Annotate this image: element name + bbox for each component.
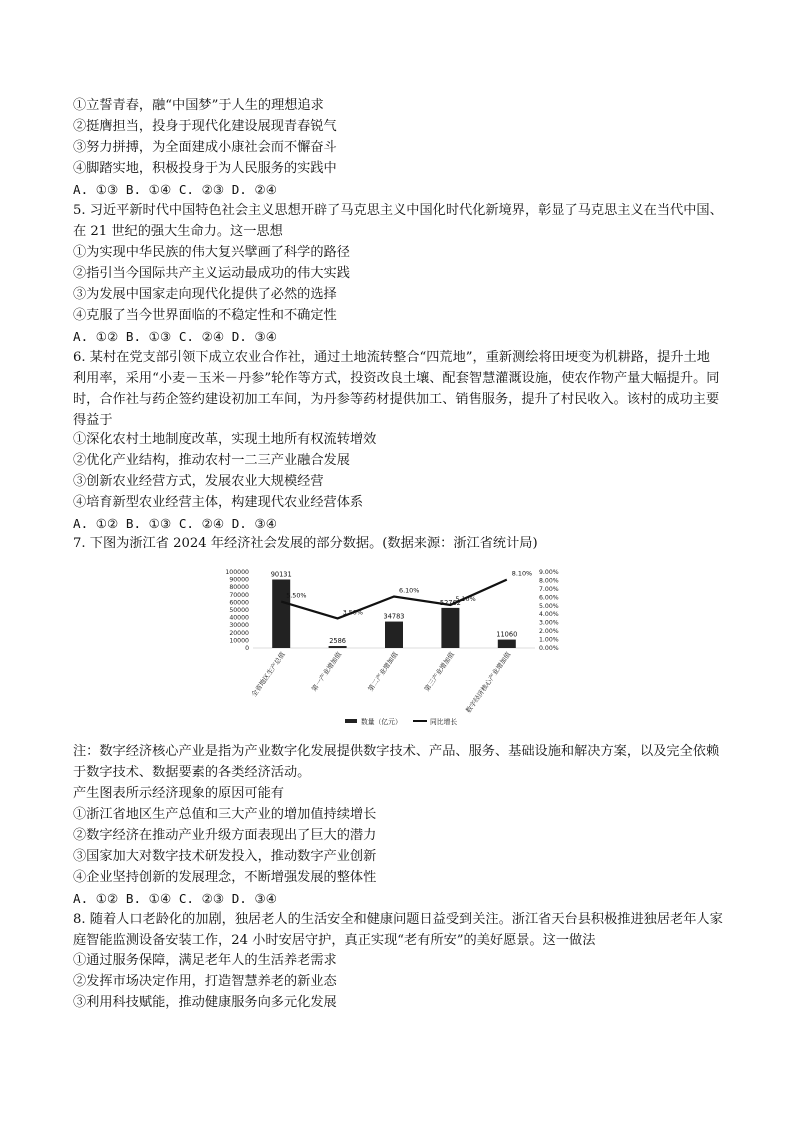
line-value-label: 3.50% [342, 608, 363, 617]
q8-stem: 8. 随着人口老龄化的加剧，独居老人的生活安全和健康问题日益受到关注。浙江省天台县积极推进独居老年人家庭智能监测设备安装工作，24 小时安居守护，真正实现“老有所安”的美好愿景。这一做法 [73, 912, 723, 948]
q7-option-1: ①浙江省地区生产总值和三大产业的增加值持续增长 [73, 807, 377, 822]
y-left-tick-label: 60000 [229, 599, 249, 607]
q5-option-2: ②指引当今国际共产主义运动最成功的伟大实践 [73, 266, 350, 281]
line-value-label: 6.10% [399, 586, 420, 595]
legend-bar-swatch [345, 719, 357, 723]
bar [272, 580, 290, 648]
line-value-label: 5.50% [286, 591, 307, 600]
y-right-tick-label: 8.00% [539, 577, 559, 585]
economy-chart [205, 562, 593, 732]
q6-stem: 6. 某村在党支部引领下成立农业合作社，通过土地流转整合“四荒地”，重新测绘将田埂变为机耕路，提升土地利用率，采用“小麦－玉米－丹参”轮作等方式，投资改良土壤、配套智慧灌溉设施，使农作物产量大幅提升。同时，合作社与药企签约建设初加工车间，为丹参等药材提供加工、销售服务，提升了村民收入。该村的成功主要得益于 [73, 350, 720, 428]
q7-option-4: ④企业坚持创新的发展理念，不断增强发展的整体性 [73, 870, 377, 885]
bar [329, 646, 347, 648]
x-tick-label: 第一产业增加值 [310, 650, 344, 693]
line-value-label: 8.10% [511, 569, 533, 578]
q4-answer-choices: A. ①③ B. ①④ C. ②③ D. ②④ [73, 182, 278, 197]
y-left-tick-label: 20000 [229, 629, 249, 637]
x-tick-label: 数字经济核心产业增加值 [464, 650, 513, 715]
q7-option-3: ③国家加大对数字技术研发投入，推动数字产业创新 [73, 849, 377, 864]
bar [498, 640, 516, 648]
y-right-tick-label: 0.00% [539, 645, 559, 652]
q7-note: 注：数字经济核心产业是指为产业数字化发展提供数字技术、产品、服务、基础设施和解决方案，以及完全依赖于数字技术、数据要素的各类经济活动。 [73, 744, 720, 780]
q7-stem: 7. 下图为浙江省 2024 年经济社会发展的部分数据。(数据来源：浙江省统计局) [73, 536, 538, 551]
x-tick-label: 第二产业增加值 [366, 650, 400, 693]
bar-value-label: 34783 [383, 612, 405, 621]
bar-value-label: 11060 [496, 630, 518, 639]
y-left-tick-label: 0 [245, 645, 249, 652]
bar-value-label: 52762 [439, 598, 461, 607]
legend-bar-label: 数量（亿元） [361, 718, 402, 726]
y-left-tick-label: 90000 [229, 576, 249, 584]
q5-stem: 5. 习近平新时代中国特色社会主义思想开辟了马克思主义中国化时代化新境界，彰显了马克思主义在当代中国、在 21 世纪的强大生命力。这一思想 [73, 203, 723, 239]
q8-option-2: ②发挥市场决定作用，打造智慧养老的新业态 [73, 974, 337, 989]
y-right-tick-label: 6.00% [539, 594, 559, 602]
q5-option-4: ④克服了当今世界面临的不稳定性和不确定性 [73, 308, 337, 323]
q4-option-1: ①立誓青春，融“中国梦”于人生的理想追求 [73, 98, 324, 113]
y-right-tick-label: 7.00% [539, 585, 559, 593]
y-left-tick-label: 30000 [229, 622, 249, 630]
q6-option-3: ③创新农业经营方式，发展农业大规模经营 [73, 474, 324, 489]
bar-value-label: 90131 [270, 570, 292, 579]
q6-answer-choices: A. ①② B. ①③ C. ②④ D. ③④ [73, 516, 278, 531]
y-left-tick-label: 40000 [229, 614, 249, 622]
x-tick-label: 第三产业增加值 [423, 650, 457, 693]
y-left-tick-label: 80000 [229, 584, 249, 592]
q4-option-3: ③努力拼搏，为全面建成小康社会而不懈奋斗 [73, 140, 337, 155]
bar [441, 608, 459, 648]
y-right-tick-label: 2.00% [539, 628, 559, 636]
q5-option-1: ①为实现中华民族的伟大复兴擘画了科学的路径 [73, 245, 350, 260]
y-right-tick-label: 5.00% [539, 602, 559, 610]
x-tick-label: 全省地区生产总值 [250, 650, 287, 699]
q5-answer-choices: A. ①② B. ①③ C. ②④ D. ③④ [73, 329, 278, 344]
line-value-label: 5.10% [455, 594, 476, 603]
y-right-tick-label: 3.00% [539, 619, 559, 627]
q6-option-1: ①深化农村土地制度改革，实现土地所有权流转增效 [73, 432, 377, 447]
bar [385, 622, 403, 648]
y-right-tick-label: 1.00% [539, 636, 559, 644]
q8-option-3: ③利用科技赋能，推动健康服务向多元化发展 [73, 995, 337, 1010]
q4-option-4: ④脚踏实地，积极投身于为人民服务的实践中 [73, 161, 337, 176]
q6-option-2: ②优化产业结构，推动农村一二三产业融合发展 [73, 453, 350, 468]
q8-option-1: ①通过服务保障，满足老年人的生活养老需求 [73, 953, 337, 968]
q6-option-4: ④培育新型农业经营主体，构建现代农业经营体系 [73, 495, 364, 510]
q7-question: 产生图表所示经济现象的原因可能有 [73, 786, 284, 801]
q4-option-2: ②挺膺担当，投身于现代化建设展现青春锐气 [73, 119, 337, 134]
y-left-tick-label: 50000 [229, 607, 249, 614]
q7-option-2: ②数字经济在推动产业升级方面表现出了巨大的潜力 [73, 828, 377, 843]
bar-value-label: 2586 [329, 637, 346, 646]
y-left-tick-label: 100000 [225, 569, 249, 576]
y-left-tick-label: 70000 [229, 591, 249, 599]
y-left-tick-label: 10000 [229, 637, 249, 645]
y-right-tick-label: 9.00% [539, 569, 559, 576]
q5-option-3: ③为发展中国家走向现代化提供了必然的选择 [73, 287, 337, 302]
q7-answer-choices: A. ①② B. ①④ C. ②③ D. ③④ [73, 891, 278, 906]
legend-line-label: 同比增长 [430, 718, 458, 726]
y-right-tick-label: 4.00% [539, 611, 559, 619]
